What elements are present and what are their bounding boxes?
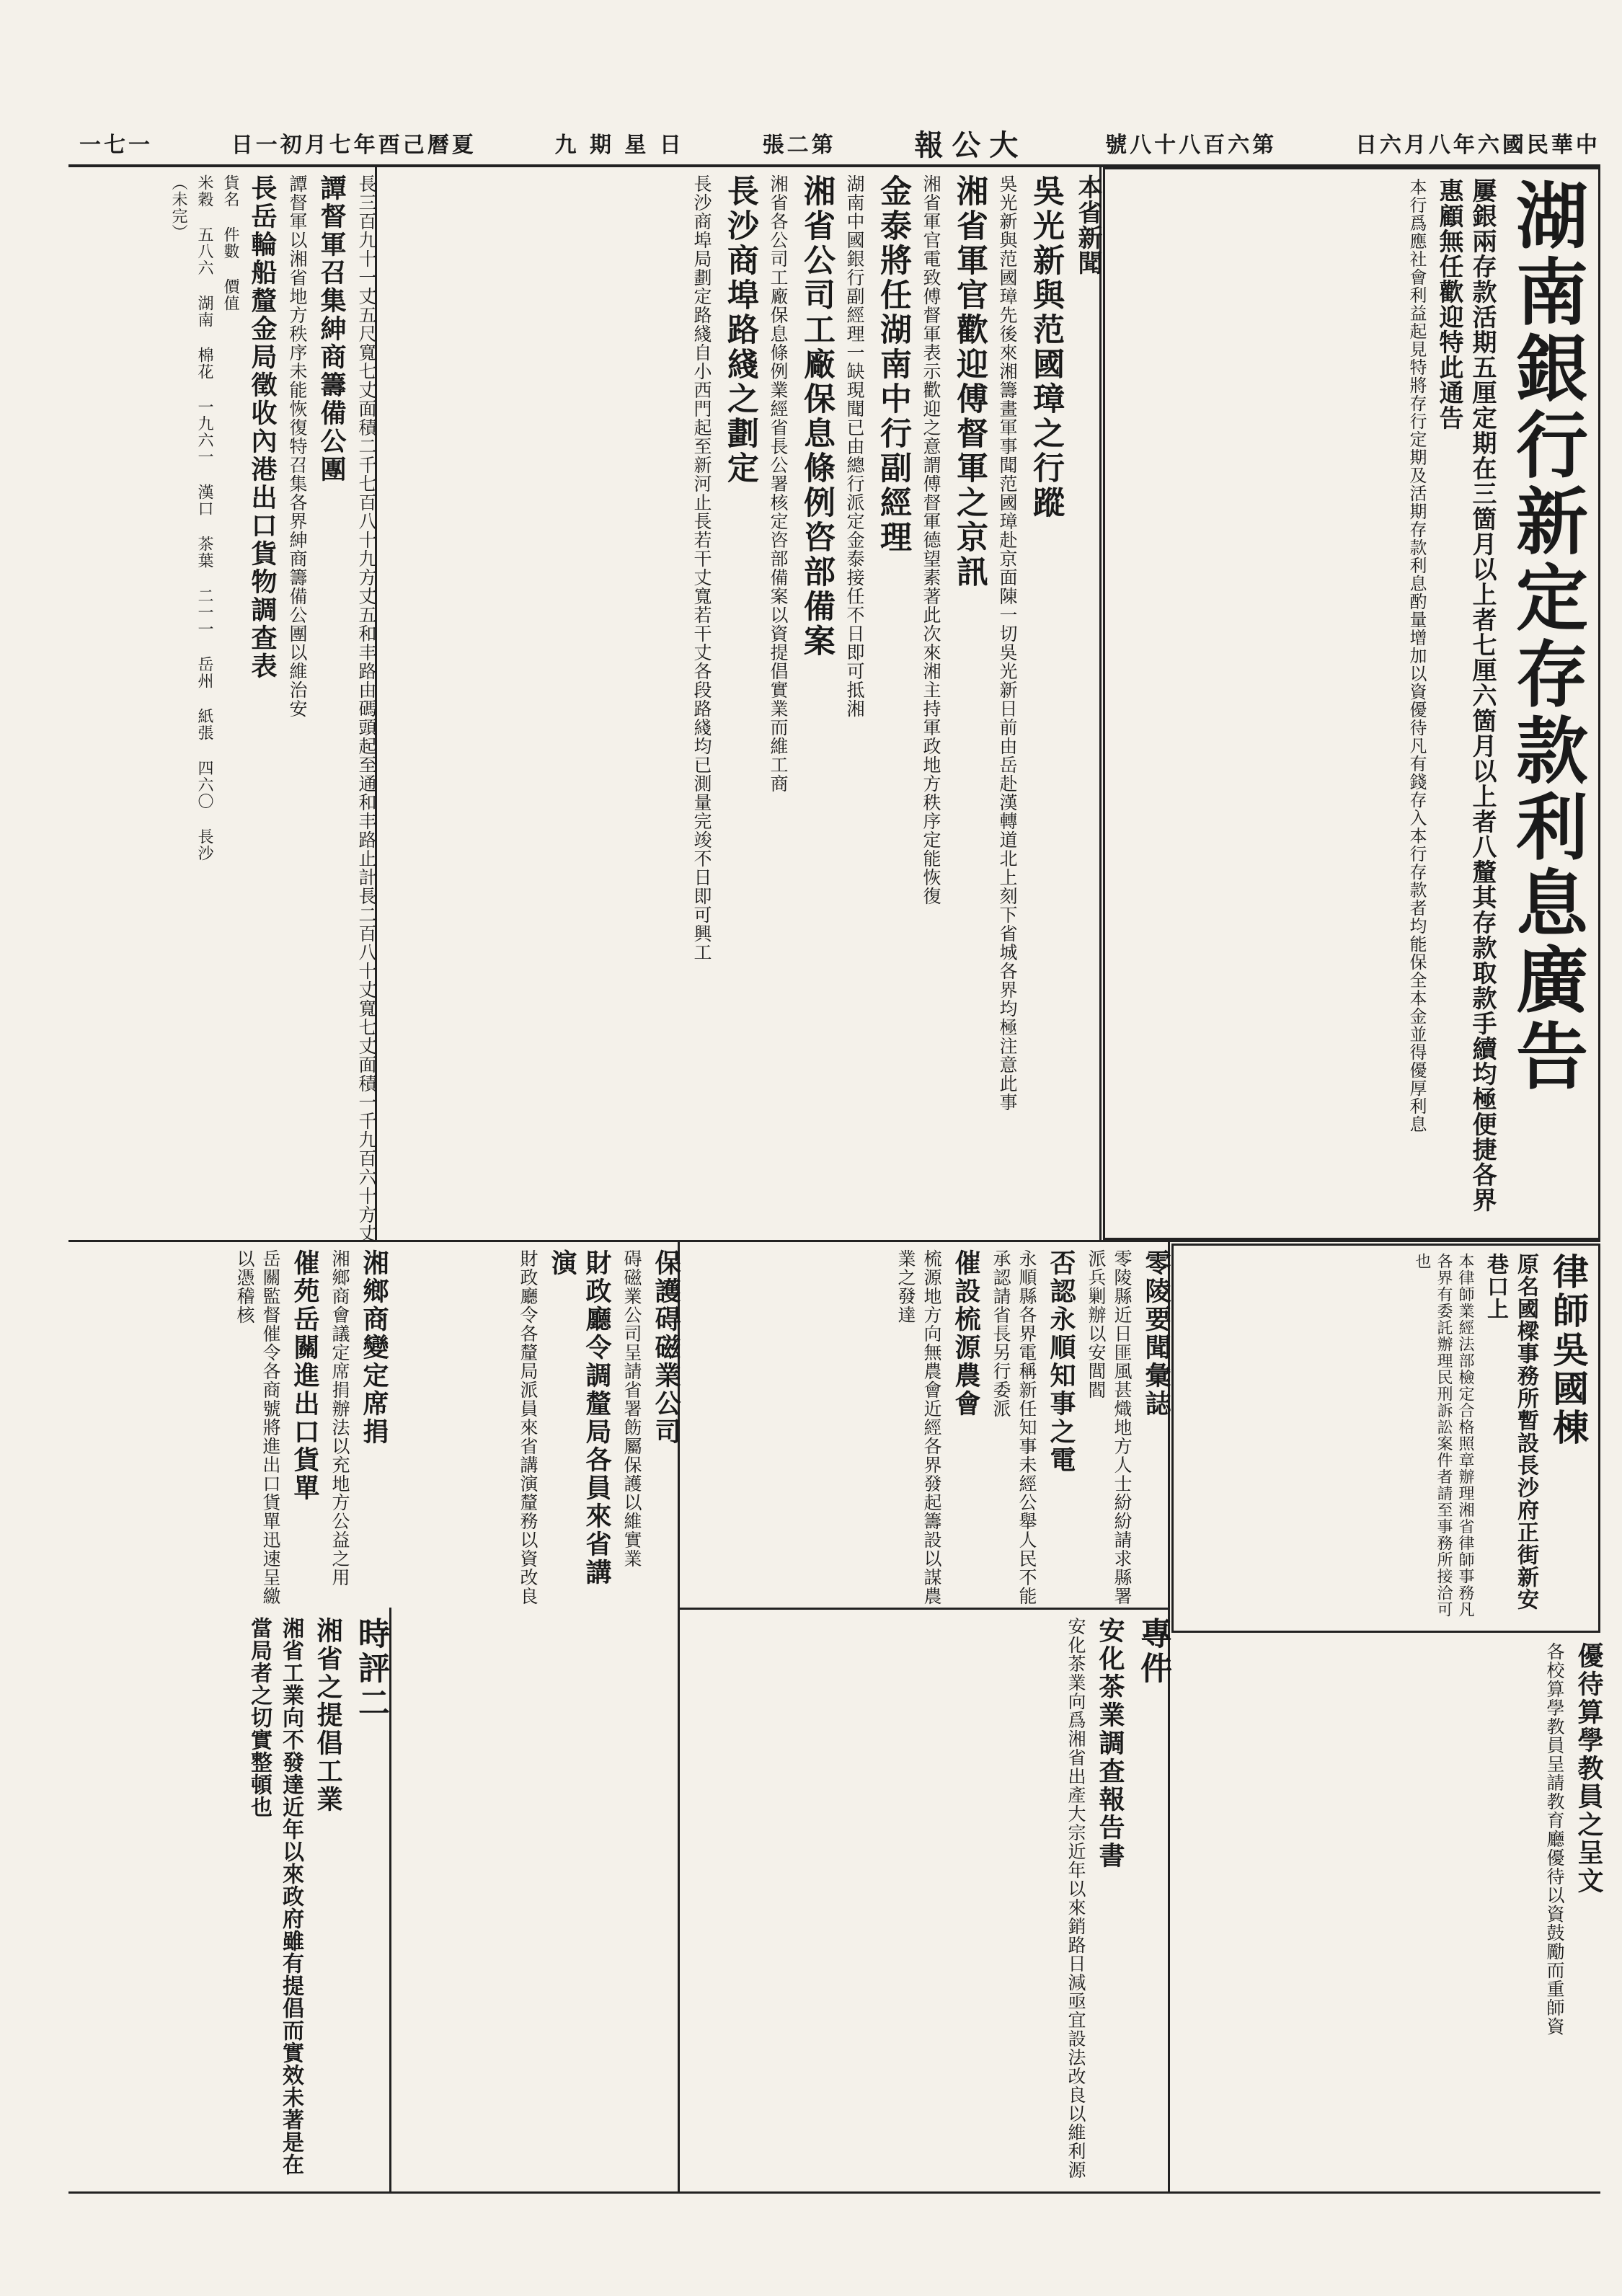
headline-anhua-tea: 安化茶業調查報告書 — [1095, 1617, 1125, 1870]
article-finance-lecture: 財政廳令各釐局派員來省講演釐務以資改良 — [518, 1249, 539, 1605]
article-jin-tai: 湖南中國銀行副經理一缺現聞已由總行派定金泰接任不日即可抵湘 — [844, 174, 865, 718]
headline-xiangxiang-tax: 湘鄉商變定席捐 — [359, 1249, 389, 1446]
headline-agri-society: 催設梳源農會 — [951, 1249, 981, 1418]
bank-advertisement — [1103, 167, 1600, 1240]
headline-lingling: 零陵要聞彙誌 — [1141, 1249, 1171, 1418]
masthead: 報公大 — [914, 128, 1027, 162]
article-yueguan-cargo: 岳關監督催令各商號將進出口貨單迅速呈繳以憑稽核 — [234, 1249, 281, 1605]
continued-note: （未完） — [169, 174, 187, 241]
article-factory-regulation: 湘省各公司工廠保息條例業經省長公署核定咨部備案以資提倡實業而維工商 — [768, 174, 789, 793]
special-report-section — [681, 1611, 1179, 2199]
article-lingling: 零陵縣近日匪風甚熾地方人士紛紛請求縣署派兵剿辦以安閭閻 — [1086, 1249, 1133, 1605]
headline-industry: 湘省之提倡工業 — [313, 1617, 343, 1814]
article-industry: 湘省工業向不發達近年以來政府雖有提倡而實效未著是在當局者之切實整頓也 — [247, 1617, 303, 2176]
headline-jin-tai: 金泰將任湖南中行副經理 — [874, 174, 911, 555]
roads-and-cargo-section — [68, 167, 384, 1254]
lawyer-ad-title: 律師吳國棟 — [1547, 1253, 1590, 1448]
headline-wu-fan: 吳光新與范國璋之行蹤 — [1027, 174, 1064, 520]
weekday: 九 期 星 日 — [554, 133, 684, 158]
article-anhua-tea: 安化茶業向爲湘省出產大宗近年以來銷路日減亟宜設法改良以維利源 — [1065, 1617, 1086, 2179]
misc-news-section-3 — [68, 1244, 397, 1615]
education-section — [1171, 1636, 1612, 2199]
lawyer-ad-body: 原名國樑事務所暫設長沙府正街新安巷口上 — [1483, 1253, 1538, 1610]
lawyer-advertisement — [1171, 1244, 1600, 1633]
headline-factory-regulation: 湘省公司工廠保息條例咨部備案 — [798, 174, 835, 659]
header-strip — [79, 128, 1600, 162]
headline-tan-gentry: 譚督軍召集紳商籌備公團 — [316, 174, 347, 484]
article-port-roads: 長沙商埠局劃定路綫自小西門起至新河止長若干丈寬若干丈各段路綫均已測量完竣不日即可興工 — [691, 174, 712, 962]
local-news-section — [378, 167, 1111, 1254]
cargo-table-columns: 貨名 件數 價值 — [221, 174, 239, 311]
headline-math-teachers: 優待算學教員之呈文 — [1574, 1642, 1604, 1895]
article-wu-fan: 吳光新與范國璋先後來湘籌畫軍事聞范國璋赴京面陳一切吳光新日前由岳赴漢轉道北上刻下省城各界均極注意此事 — [997, 174, 1018, 1112]
article-yongshun: 永順縣各界電稱新任知事未經公舉人民不能承認請省長另行委派 — [991, 1249, 1037, 1605]
issue-number: 號八十八百六第 — [1105, 133, 1277, 158]
bank-ad-notice: 本行爲應社會利益起見特將存行定期及活期存款利息酌量增加以資優待凡有錢存入本行存款者均能保全本金並得優厚利息 — [1406, 178, 1427, 1133]
section-label-local: 本省新聞 — [1073, 174, 1102, 275]
lawyer-ad-notice: 本律師業經法部檢定合格照章辦理湘省律師事務凡各界有委託辦理民刑訴訟案件者請至事務所接洽可也 — [1413, 1253, 1474, 1618]
article-welcome-fu: 湘省軍官電致傅督軍表示歡迎之意謂傅督軍德望素著此次來湘主持軍政地方秩序定能恢復 — [921, 174, 941, 905]
date-lunar: 日一初月七年酉己曆夏 — [231, 133, 477, 158]
misc-news-section — [681, 1244, 1179, 1615]
article-road-dimensions: 長三百九十一丈五尺寬七丈面積二千七百八十九方丈五和丰路由碼頭起至通和丰路止計長二百八十丈寬七丈面積一千九百六十方丈 — [356, 174, 377, 1243]
page-number: 一七一 — [79, 133, 153, 158]
article-agri-society: 梳源地方向無農會近經各界發起籌設以謀農業之發達 — [895, 1249, 942, 1605]
article-math-teachers: 各校算學教員呈請教育廳優待以資鼓勵而重師資 — [1544, 1642, 1565, 2036]
headline-commentary: 時評二 — [353, 1617, 389, 1721]
article-tan-gentry: 譚督軍以湘省地方秩序未能恢復特召集各界紳商籌備公團以維治安 — [287, 174, 308, 718]
date-republic: 日六月八年六國民華中 — [1355, 133, 1600, 158]
article-xiangxiang-tax: 湘鄉商會議定席捐辦法以充地方公益之用 — [329, 1249, 350, 1587]
headline-welcome-fu: 湘省軍官歡迎傅督軍之京訊 — [951, 174, 988, 590]
headline-cargo-table: 長岳輪船釐金局徵收內港出口貨物調查表 — [247, 174, 278, 681]
bank-ad-title: 湖南銀行新定存款利息廣告 — [1504, 178, 1589, 1095]
headline-port-roads: 長沙商埠路綫之劃定 — [722, 174, 758, 486]
headline-special: 專件 — [1135, 1617, 1171, 1686]
headline-finance-lecture: 財政廳令調釐局各員來省講演 — [547, 1249, 612, 1587]
headline-yongshun: 否認永順知事之電 — [1046, 1249, 1076, 1474]
commentary-section — [68, 1611, 397, 2199]
misc-news-section-2 — [393, 1244, 689, 1615]
headline-porcelain: 保護碍磁業公司 — [651, 1249, 681, 1446]
edition: 張二第 — [762, 133, 836, 158]
cargo-table-rows: 米穀 五八六 湖南 棉花 一九六一 漢口 茶葉 二一一 岳州 紙張 四六〇 長沙 — [195, 174, 213, 861]
headline-yueguan-cargo: 催苑岳關進出口貨單 — [290, 1249, 320, 1502]
article-porcelain: 碍磁業公司呈請省署飭屬保護以維實業 — [621, 1249, 642, 1568]
bank-ad-body: 屢銀兩存款活期五厘定期在三箇月以上者七厘六箇月以上者八釐其存款取款手續均極便捷各界惠顧無任歡迎特此通告 — [1435, 178, 1497, 1213]
